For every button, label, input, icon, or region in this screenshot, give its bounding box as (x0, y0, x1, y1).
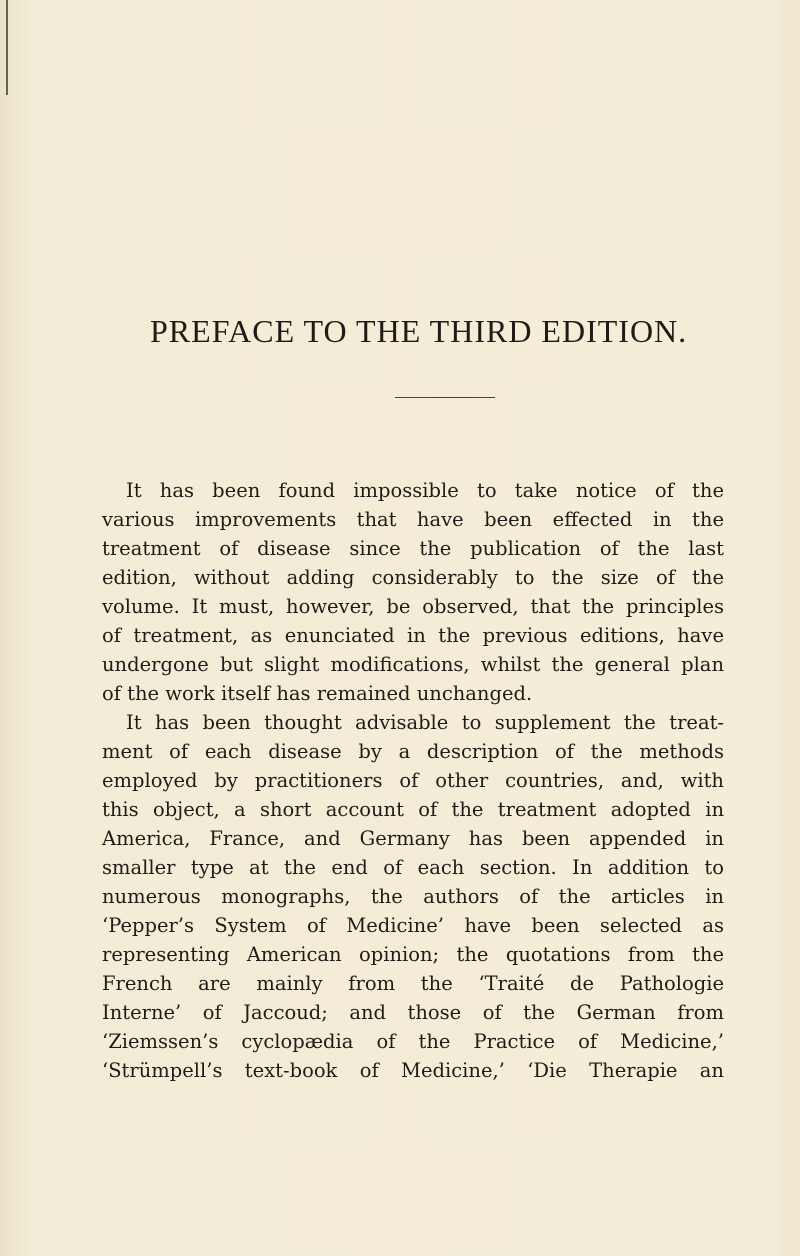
text-line: ‘Pepper’s System of Medicine’ have been selected as (102, 914, 724, 937)
text-line: ‘Strümpell’s text-book of Medicine,’ ‘Die Therapie an (102, 1059, 724, 1082)
text-line: smaller type at the end of each section. In addition to (102, 856, 724, 879)
text-line: treatment of disease since the publication of the last (102, 537, 724, 560)
text-line: ‘Ziemssen’s cyclopædia of the Practice of Medicine,’ (102, 1030, 724, 1053)
text-line: various improvements that have been effected in the (102, 508, 724, 531)
text-line: Interne’ of Jaccoud; and those of the German from (102, 1001, 724, 1024)
text-line: of the work itself has remained unchanged. (102, 682, 533, 705)
text-line: representing American opinion; the quotations from the (102, 943, 724, 966)
binding-edge (6, 0, 8, 95)
page-title: PREFACE TO THE THIRD EDITION. (150, 313, 688, 349)
title-divider (395, 397, 495, 398)
text-line: French are mainly from the ‘Traité de Pathologie (102, 972, 724, 995)
text-line: undergone but slight modifications, whilst the general plan (102, 653, 724, 676)
text-line: this object, a short account of the treatment adopted in (102, 798, 724, 821)
text-line: America, France, and Germany has been appended in (102, 827, 724, 850)
text-line: ment of each disease by a description of the methods (102, 740, 724, 763)
text-line: It has been thought advisable to supplement the treat- (126, 711, 724, 734)
text-line: numerous monographs, the authors of the articles in (102, 885, 724, 908)
text-line: volume. It must, however, be observed, that the principles (102, 595, 724, 618)
text-line: employed by practitioners of other countries, and, with (102, 769, 724, 792)
text-line: of treatment, as enunciated in the previous editions, have (102, 624, 724, 647)
text-line: It has been found impossible to take notice of the (126, 479, 724, 502)
text-line: edition, without adding considerably to the size of the (102, 566, 724, 589)
